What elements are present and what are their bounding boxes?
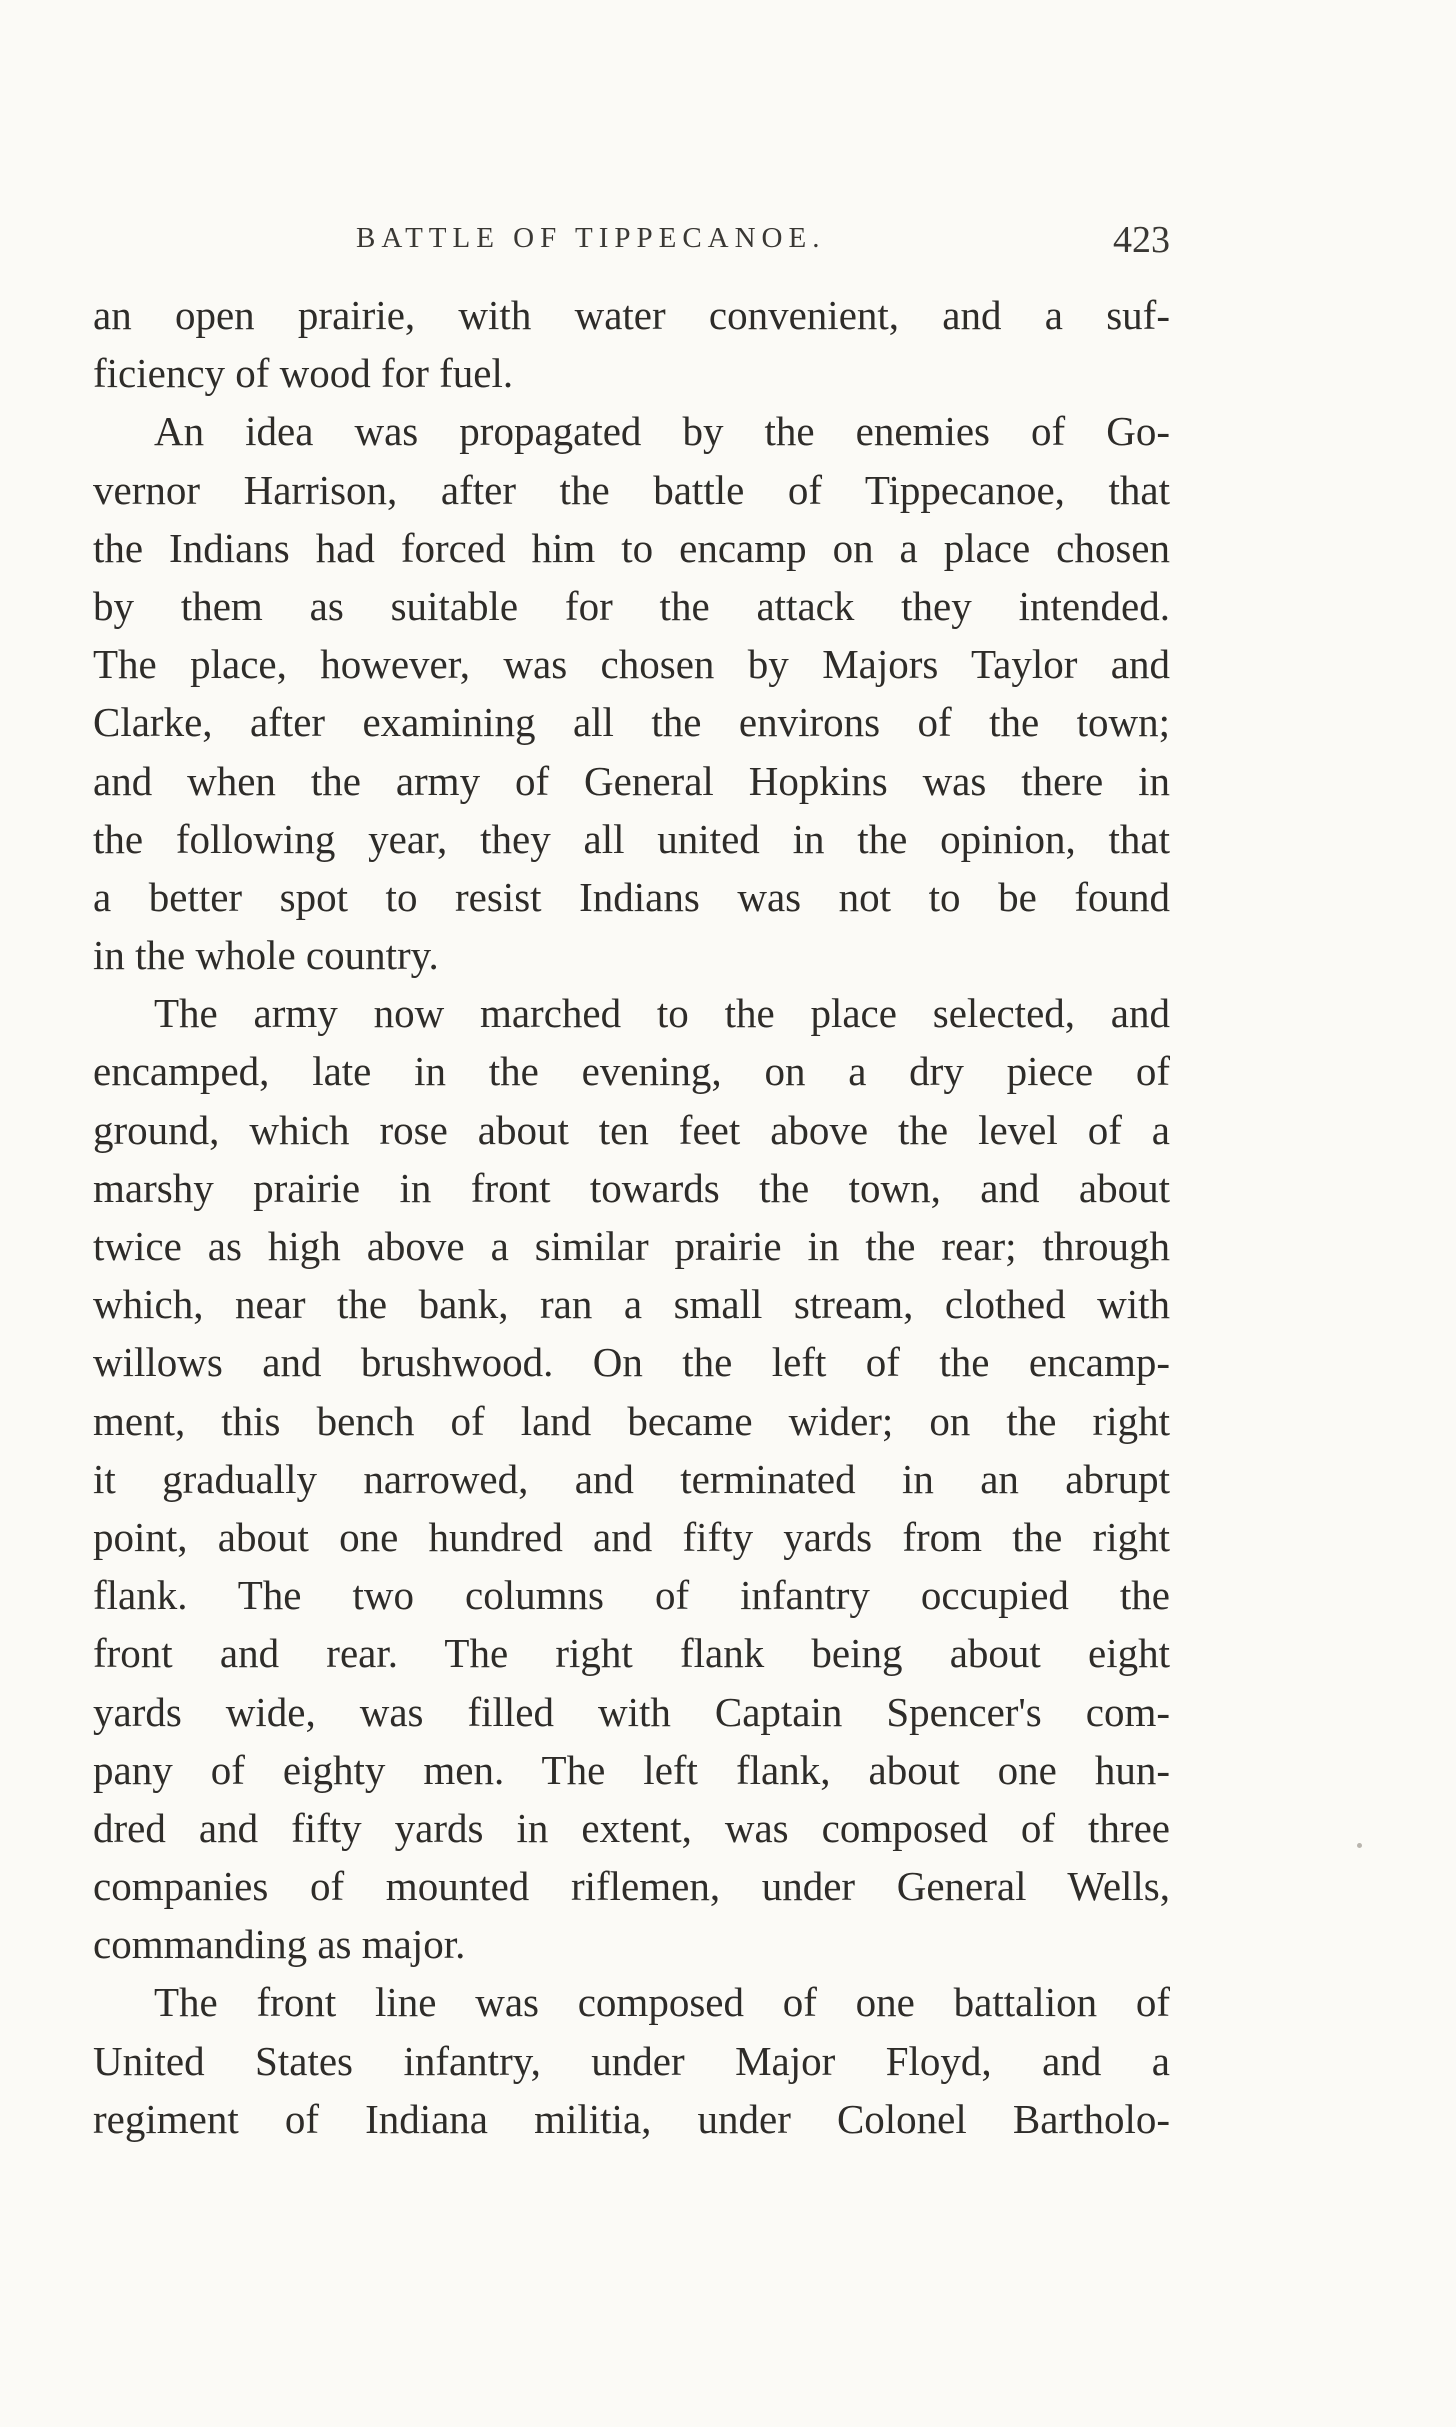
text-line: encamped, late in the evening, on a dry piece of <box>93 1048 1170 1095</box>
text-line: commanding as major. <box>93 1921 466 1968</box>
text-line: vernor Harrison, after the battle of Tippecanoe, that <box>93 466 1170 513</box>
text-line: Clarke, after examining all the environs of the town; <box>93 699 1170 746</box>
text-line: ment, this bench of land became wider; on the right <box>93 1397 1170 1444</box>
text-line: United States infantry, under Major Floyd, and a <box>93 2037 1170 2084</box>
text-line: in the whole country. <box>93 932 439 979</box>
body-text <box>93 286 1170 2148</box>
text-line: which, near the bank, ran a small stream, clothed with <box>93 1281 1170 1328</box>
text-line: front and rear. The right flank being about eight <box>93 1630 1170 1677</box>
text-line: the Indians had forced him to encamp on a place chosen <box>93 524 1170 571</box>
text-line: the following year, they all united in the opinion, that <box>93 815 1170 862</box>
text-line: by them as suitable for the attack they intended. <box>93 582 1170 629</box>
text-line: willows and brushwood. On the left of the encamp- <box>93 1339 1170 1386</box>
text-line: regiment of Indiana militia, under Colonel Bartholo- <box>93 2095 1170 2142</box>
text-line: twice as high above a similar prairie in the rear; through <box>93 1223 1170 1269</box>
text-line: dred and fifty yards in extent, was composed of three <box>93 1804 1170 1851</box>
text-line: The place, however, was chosen by Majors Taylor and <box>93 641 1170 688</box>
running-head <box>93 219 1170 268</box>
text-line: ground, which rose about ten feet above the level of a <box>93 1106 1170 1153</box>
text-line: point, about one hundred and fifty yards from the right <box>93 1513 1170 1560</box>
page-number: 423 <box>1113 219 1170 261</box>
text-line: and when the army of General Hopkins was there in <box>93 757 1170 804</box>
text-line: companies of mounted riflemen, under General Wells, <box>93 1863 1170 1910</box>
text-line: marshy prairie in front towards the town, and about <box>93 1164 1170 1211</box>
text-line: The army now marched to the place selected, and <box>154 990 1170 1037</box>
text-line: an open prairie, with water convenient, and a suf- <box>93 292 1170 338</box>
text-line: it gradually narrowed, and terminated in an abrupt <box>93 1455 1170 1502</box>
text-line: a better spot to resist Indians was not to be found <box>93 873 1170 920</box>
header-title: BATTLE OF TIPPECANOE. <box>356 222 826 254</box>
text-line: The front line was composed of one battalion of <box>154 1979 1170 2026</box>
text-line: yards wide, was filled with Captain Spencer's com- <box>93 1688 1170 1735</box>
paper-speck <box>1357 1843 1362 1848</box>
text-line: pany of eighty men. The left flank, about one hun- <box>93 1746 1170 1793</box>
text-line: ficiency of wood for fuel. <box>93 350 514 397</box>
text-line: An idea was propagated by the enemies of Go- <box>154 408 1170 455</box>
text-line: flank. The two columns of infantry occupied the <box>93 1572 1170 1619</box>
